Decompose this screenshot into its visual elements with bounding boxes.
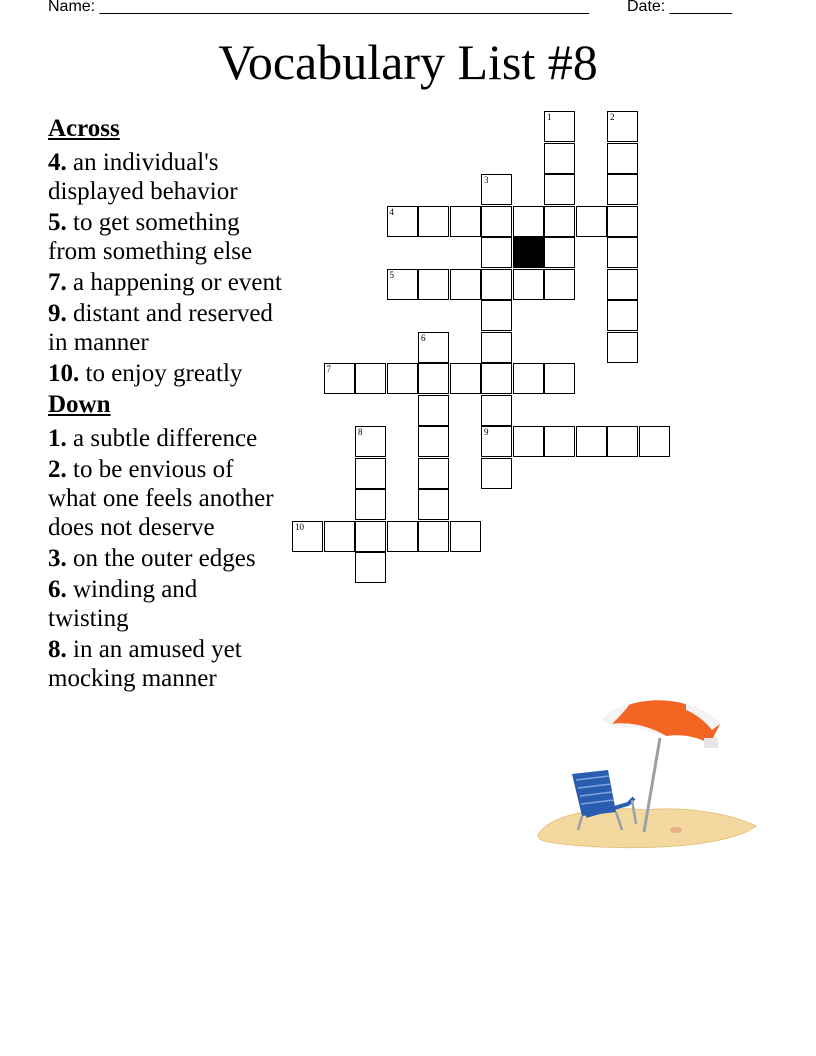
cell-number: 4 bbox=[389, 206, 394, 217]
grid-cell[interactable] bbox=[324, 363, 355, 394]
grid-cell[interactable] bbox=[418, 426, 449, 457]
grid-cell[interactable] bbox=[450, 269, 481, 300]
down-clue bbox=[48, 575, 284, 633]
grid-cell[interactable] bbox=[355, 521, 386, 552]
grid-cell[interactable] bbox=[418, 269, 449, 300]
grid-cell[interactable] bbox=[513, 269, 544, 300]
grid-cell[interactable] bbox=[607, 206, 638, 237]
grid-cell[interactable] bbox=[387, 206, 418, 237]
cell-number: 3 bbox=[484, 175, 489, 185]
across-clue bbox=[48, 359, 284, 388]
grid-cell[interactable] bbox=[481, 206, 512, 237]
across-clue bbox=[48, 148, 284, 206]
grid-cell[interactable] bbox=[481, 300, 512, 331]
grid-cell[interactable] bbox=[544, 143, 575, 174]
clue-text: distant and reserved in manner bbox=[48, 300, 273, 356]
grid-cell[interactable] bbox=[481, 426, 512, 457]
clue-text: an individual's displayed behavior bbox=[48, 149, 238, 205]
grid-cell[interactable] bbox=[544, 363, 575, 394]
grid-cell[interactable] bbox=[639, 426, 670, 457]
clue-text: in an amused yet mocking manner bbox=[48, 636, 242, 692]
grid-cell[interactable] bbox=[418, 489, 449, 520]
grid-cell[interactable] bbox=[544, 426, 575, 457]
grid-cell[interactable] bbox=[481, 395, 512, 426]
clue-number: 6. bbox=[48, 576, 67, 603]
grid-cell[interactable] bbox=[513, 426, 544, 457]
clue-number: 2. bbox=[48, 456, 67, 483]
cell-number: 10 bbox=[295, 521, 304, 532]
grid-cell[interactable] bbox=[607, 143, 638, 174]
clue-number: 9. bbox=[48, 300, 67, 327]
cell-number: 9 bbox=[484, 427, 489, 437]
down-clue bbox=[48, 635, 284, 693]
clue-number: 7. bbox=[48, 269, 67, 296]
grid-cell[interactable] bbox=[355, 489, 386, 520]
grid-cell[interactable] bbox=[544, 111, 575, 142]
cell-number: 7 bbox=[326, 364, 331, 374]
grid-cell[interactable] bbox=[513, 363, 544, 394]
grid-cell[interactable] bbox=[450, 521, 481, 552]
grid-cell[interactable] bbox=[481, 458, 512, 489]
grid-cell[interactable] bbox=[292, 521, 323, 552]
grid-cell[interactable] bbox=[387, 269, 418, 300]
across-clue bbox=[48, 299, 284, 357]
grid-cell[interactable] bbox=[481, 237, 512, 268]
grid-cell[interactable] bbox=[418, 332, 449, 363]
grid-cell[interactable] bbox=[607, 332, 638, 363]
cell-number: 8 bbox=[358, 427, 363, 437]
grid-cell[interactable] bbox=[355, 552, 386, 583]
clue-text: on the outer edges bbox=[66, 545, 256, 572]
grid-cell[interactable] bbox=[418, 458, 449, 489]
grid-cell[interactable] bbox=[544, 269, 575, 300]
down-clues bbox=[48, 424, 284, 693]
grid-cell[interactable] bbox=[544, 237, 575, 268]
clue-number: 1. bbox=[48, 425, 67, 452]
cell-number: 2 bbox=[610, 112, 615, 122]
clue-list bbox=[48, 114, 284, 695]
beach-umbrella-chair-icon bbox=[536, 694, 762, 854]
cell-number: 6 bbox=[421, 332, 426, 343]
clue-text: to enjoy greatly bbox=[79, 360, 243, 387]
clue-number: 8. bbox=[48, 636, 67, 663]
across-clue bbox=[48, 208, 284, 266]
clue-text: a happening or event bbox=[66, 269, 282, 296]
grid-cell[interactable] bbox=[418, 521, 449, 552]
grid-cell[interactable] bbox=[576, 426, 607, 457]
name-line[interactable]: Name: _______________________________________________________ bbox=[48, 0, 589, 15]
grid-cell[interactable] bbox=[355, 426, 386, 457]
grid-cell[interactable] bbox=[418, 206, 449, 237]
down-heading: Down bbox=[48, 391, 111, 418]
grid-cell[interactable] bbox=[324, 521, 355, 552]
grid-cell[interactable] bbox=[481, 174, 512, 205]
grid-cell[interactable] bbox=[607, 426, 638, 457]
grid-cell[interactable] bbox=[576, 206, 607, 237]
grid-cell[interactable] bbox=[544, 206, 575, 237]
grid-cell[interactable] bbox=[513, 206, 544, 237]
grid-cell[interactable] bbox=[607, 237, 638, 268]
grid-cell[interactable] bbox=[481, 269, 512, 300]
grid-cell[interactable] bbox=[481, 363, 512, 394]
down-clue bbox=[48, 455, 284, 542]
grid-cell[interactable] bbox=[387, 521, 418, 552]
grid-cell[interactable] bbox=[355, 458, 386, 489]
grid-cell[interactable] bbox=[355, 363, 386, 394]
clue-text: a subtle difference bbox=[66, 425, 258, 452]
page-title: Vocabulary List #8 bbox=[218, 34, 598, 90]
across-heading: Across bbox=[48, 115, 120, 142]
grid-cell[interactable] bbox=[450, 206, 481, 237]
clue-number: 5. bbox=[48, 209, 67, 236]
grid-cell[interactable] bbox=[607, 174, 638, 205]
clue-number: 3. bbox=[48, 545, 67, 572]
date-line[interactable]: Date: _______ bbox=[627, 0, 732, 15]
clue-text: to be envious of what one feels another does not deserve bbox=[48, 456, 274, 541]
grid-cell[interactable] bbox=[544, 174, 575, 205]
grid-cell[interactable] bbox=[607, 111, 638, 142]
cell-number: 1 bbox=[547, 112, 552, 122]
grid-cell[interactable] bbox=[418, 395, 449, 426]
grid-cell[interactable] bbox=[607, 269, 638, 300]
down-clue bbox=[48, 424, 284, 453]
cell-number: 5 bbox=[389, 269, 394, 280]
clue-number: 10. bbox=[48, 360, 80, 387]
across-clue bbox=[48, 268, 284, 297]
black-cell bbox=[513, 237, 544, 268]
grid-cell[interactable] bbox=[607, 300, 638, 331]
clue-text: winding and twisting bbox=[48, 576, 198, 632]
clue-text: to get something from something else bbox=[48, 209, 253, 265]
clue-number: 4. bbox=[48, 149, 67, 176]
down-clue bbox=[48, 544, 284, 573]
grid-cell[interactable] bbox=[481, 332, 512, 363]
across-clues bbox=[48, 148, 284, 388]
grid-cell[interactable] bbox=[418, 363, 449, 394]
grid-cell[interactable] bbox=[387, 363, 418, 394]
grid-cell[interactable] bbox=[450, 363, 481, 394]
